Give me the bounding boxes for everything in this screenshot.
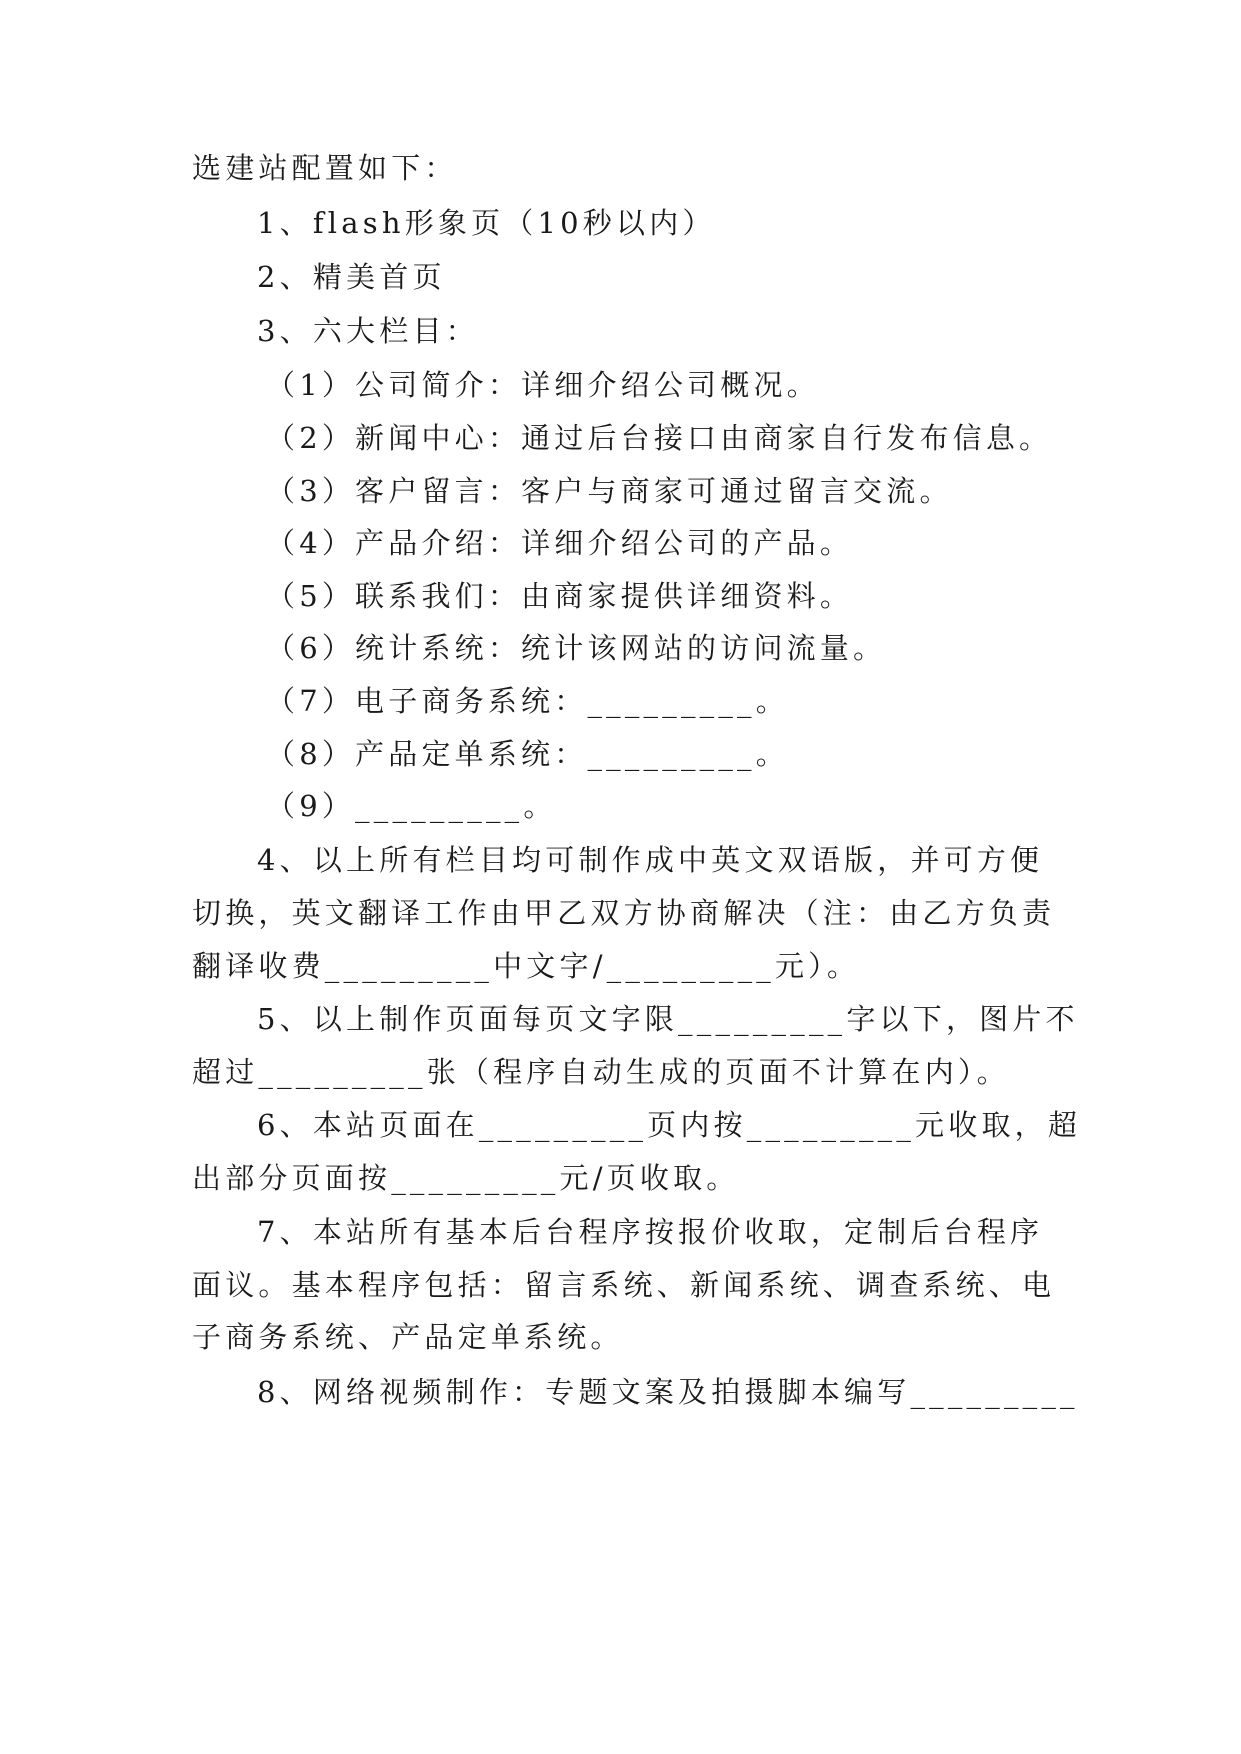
item-3-six-sections: 3、六大栏目： xyxy=(257,314,479,348)
item-4-line-1: 4、以上所有栏目均可制作成中英文双语版，并可方便 xyxy=(257,843,1044,877)
sub-item-4: （4）产品介绍：详细介绍公司的产品。 xyxy=(266,526,854,560)
sub-item-3: （3）客户留言：客户与商家可通过留言交流。 xyxy=(266,474,953,508)
item-4-line-3: 翻译收费_________中文字/_________元）。 xyxy=(192,949,861,983)
item-5-line-1: 5、以上制作页面每页文字限_________字以下，图片不 xyxy=(257,1002,1079,1036)
sub-item-8: （8）产品定单系统：_________。 xyxy=(266,737,789,771)
sub-item-9: （9）_________。 xyxy=(266,789,557,823)
item-7-line-3: 子商务系统、产品定单系统。 xyxy=(192,1320,624,1354)
item-7-line-2: 面议。基本程序包括：留言系统、新闻系统、调查系统、电 xyxy=(192,1268,1056,1302)
sub-item-7: （7）电子商务系统：_________。 xyxy=(266,684,789,718)
item-2-home-page: 2、精美首页 xyxy=(257,260,446,294)
sub-item-6: （6）统计系统：统计该网站的访问流量。 xyxy=(266,631,887,665)
item-6-line-2: 出部分页面按_________元/页收取。 xyxy=(192,1161,740,1195)
sub-item-5: （5）联系我们：由商家提供详细资料。 xyxy=(266,579,854,613)
item-5-line-2: 超过_________张（程序自动生成的页面不计算在内）。 xyxy=(192,1055,1010,1089)
item-8-line-1: 8、网络视频制作：专题文案及拍摄脚本编写_________ xyxy=(257,1375,1079,1409)
item-1-flash-page: 1、flash形象页（10秒以内） xyxy=(257,206,716,240)
intro-line: 选建站配置如下： xyxy=(192,151,458,185)
sub-item-1: （1）公司简介：详细介绍公司概况。 xyxy=(266,368,820,402)
sub-item-2: （2）新闻中心：通过后台接口由商家自行发布信息。 xyxy=(266,421,1053,455)
item-6-line-1: 6、本站页面在_________页内按_________元收取，超 xyxy=(257,1108,1082,1142)
item-4-line-2: 切换，英文翻译工作由甲乙双方协商解决（注：由乙方负责 xyxy=(192,896,1056,930)
item-7-line-1: 7、本站所有基本后台程序按报价收取，定制后台程序 xyxy=(257,1215,1044,1249)
